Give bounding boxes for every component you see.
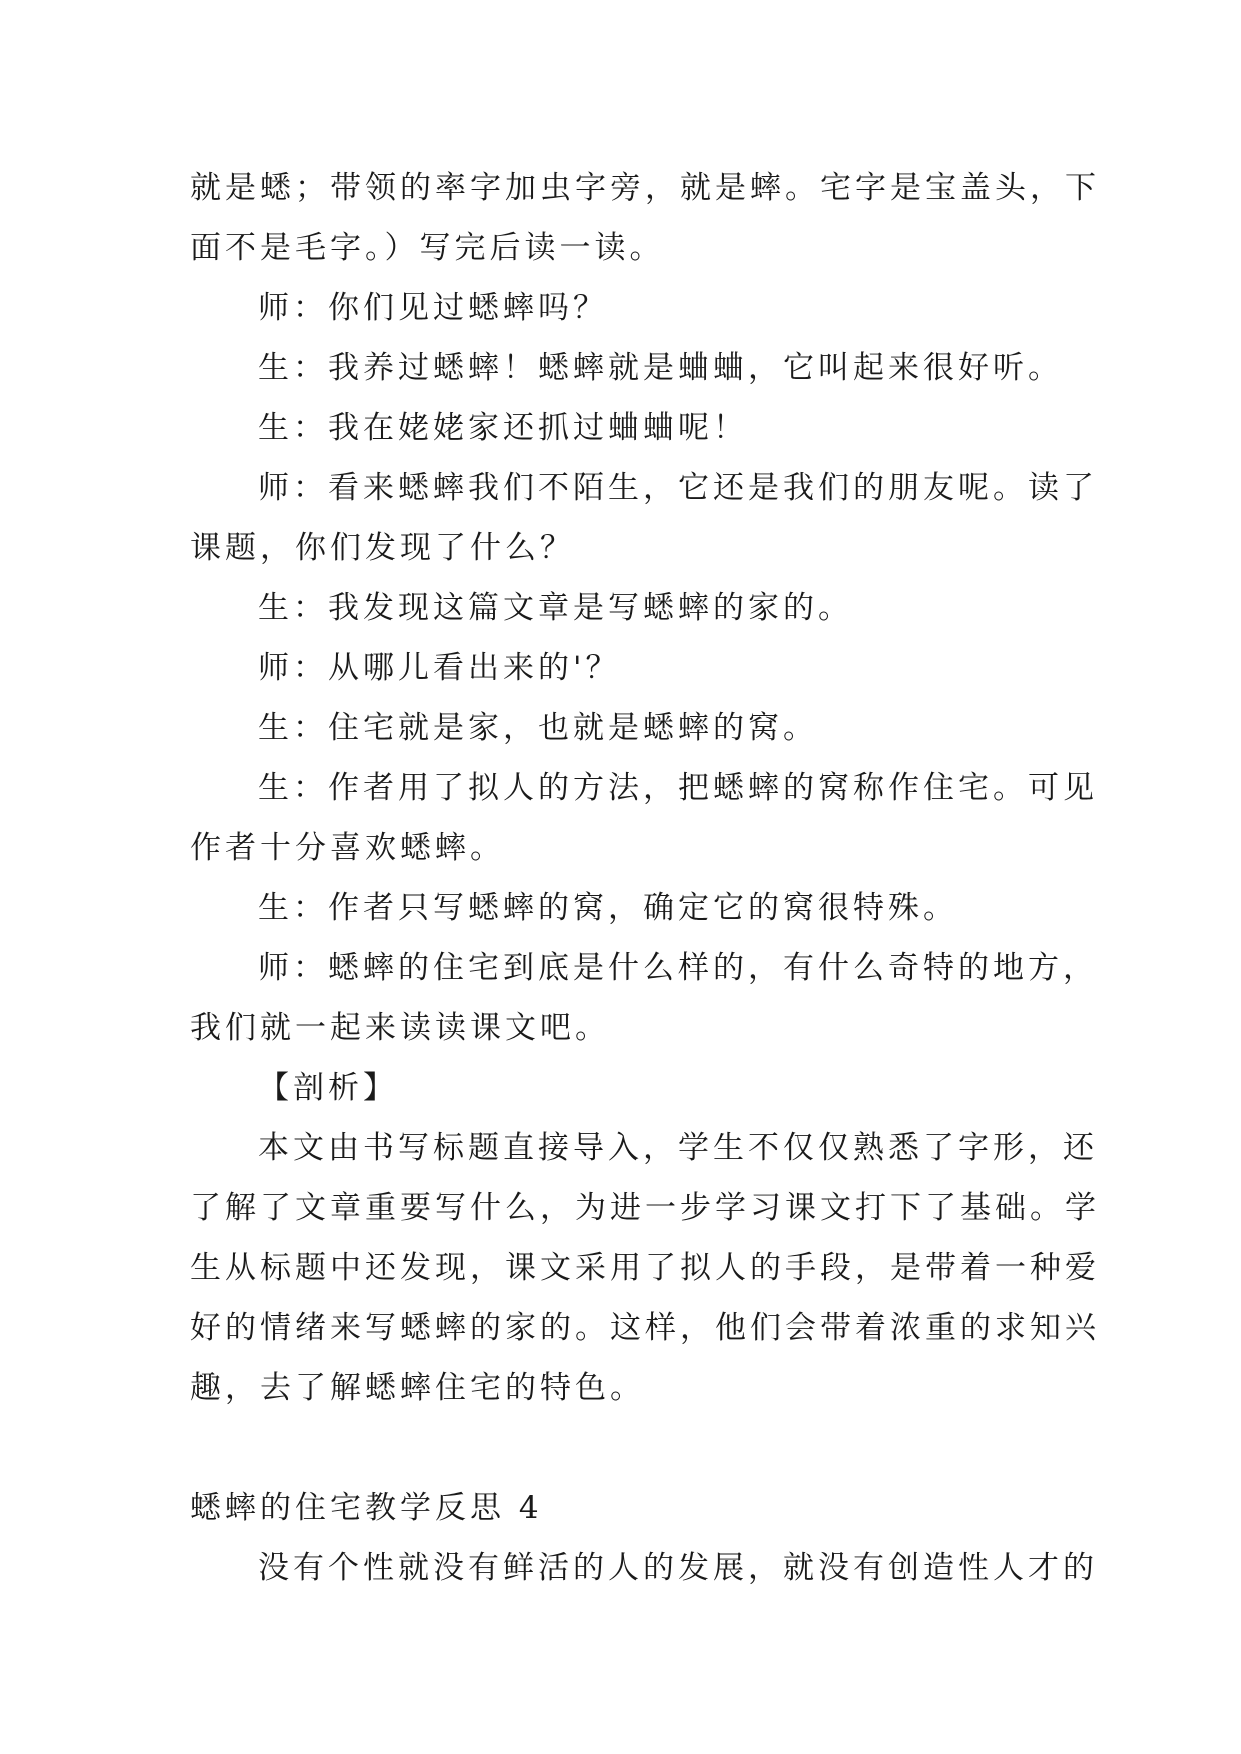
text-line: 生从标题中还发现，课文采用了拟人的手段，是带着一种爱: [190, 1250, 1100, 1286]
text-line: 生：作者用了拟人的方法，把蟋蟀的窝称作住宅。可见: [258, 770, 1098, 806]
text-line: 生：我在姥姥家还抓过蛐蛐呢！: [258, 410, 748, 446]
text-line: 师：蟋蟀的住宅到底是什么样的，有什么奇特的地方，: [258, 950, 1098, 986]
text-line: 没有个性就没有鲜活的人的发展，就没有创造性人才的: [258, 1550, 1098, 1586]
text-line: 趣，去了解蟋蟀住宅的特色。: [190, 1370, 645, 1406]
text-line: 就是蟋；带领的率字加虫字旁，就是蟀。宅字是宝盖头，下: [190, 170, 1100, 206]
text-line: 好的情绪来写蟋蟀的家的。这样，他们会带着浓重的求知兴: [190, 1310, 1100, 1346]
text-line: 生：我发现这篇文章是写蟋蟀的家的。: [258, 590, 853, 626]
text-line: 师：看来蟋蟀我们不陌生，它还是我们的朋友呢。读了: [258, 470, 1098, 506]
text-line: 课题，你们发现了什么？: [190, 530, 575, 566]
text-line: 面不是毛字。）写完后读一读。: [190, 230, 665, 266]
text-line: 本文由书写标题直接导入，学生不仅仅熟悉了字形，还: [258, 1130, 1098, 1166]
text-line: 我们就一起来读读课文吧。: [190, 1010, 610, 1046]
text-line: 生：住宅就是家，也就是蟋蟀的窝。: [258, 710, 818, 746]
text-line: 师：从哪儿看出来的'？: [258, 650, 621, 686]
section-title: 蟋蟀的住宅教学反思 4: [190, 1490, 543, 1526]
section-gap: [190, 1418, 1060, 1478]
analysis-heading: 【剖析】: [258, 1070, 398, 1106]
text-line: 师：你们见过蟋蟀吗？: [258, 290, 608, 326]
text-line: 作者十分喜欢蟋蟀。: [190, 830, 505, 866]
text-line: 生：我养过蟋蟀！蟋蟀就是蛐蛐，它叫起来很好听。: [258, 350, 1063, 386]
text-line: 了解了文章重要写什么，为进一步学习课文打下了基础。学: [190, 1190, 1100, 1226]
document-body: [190, 158, 1100, 1598]
text-line: 生：作者只写蟋蟀的窝，确定它的窝很特殊。: [258, 890, 958, 926]
